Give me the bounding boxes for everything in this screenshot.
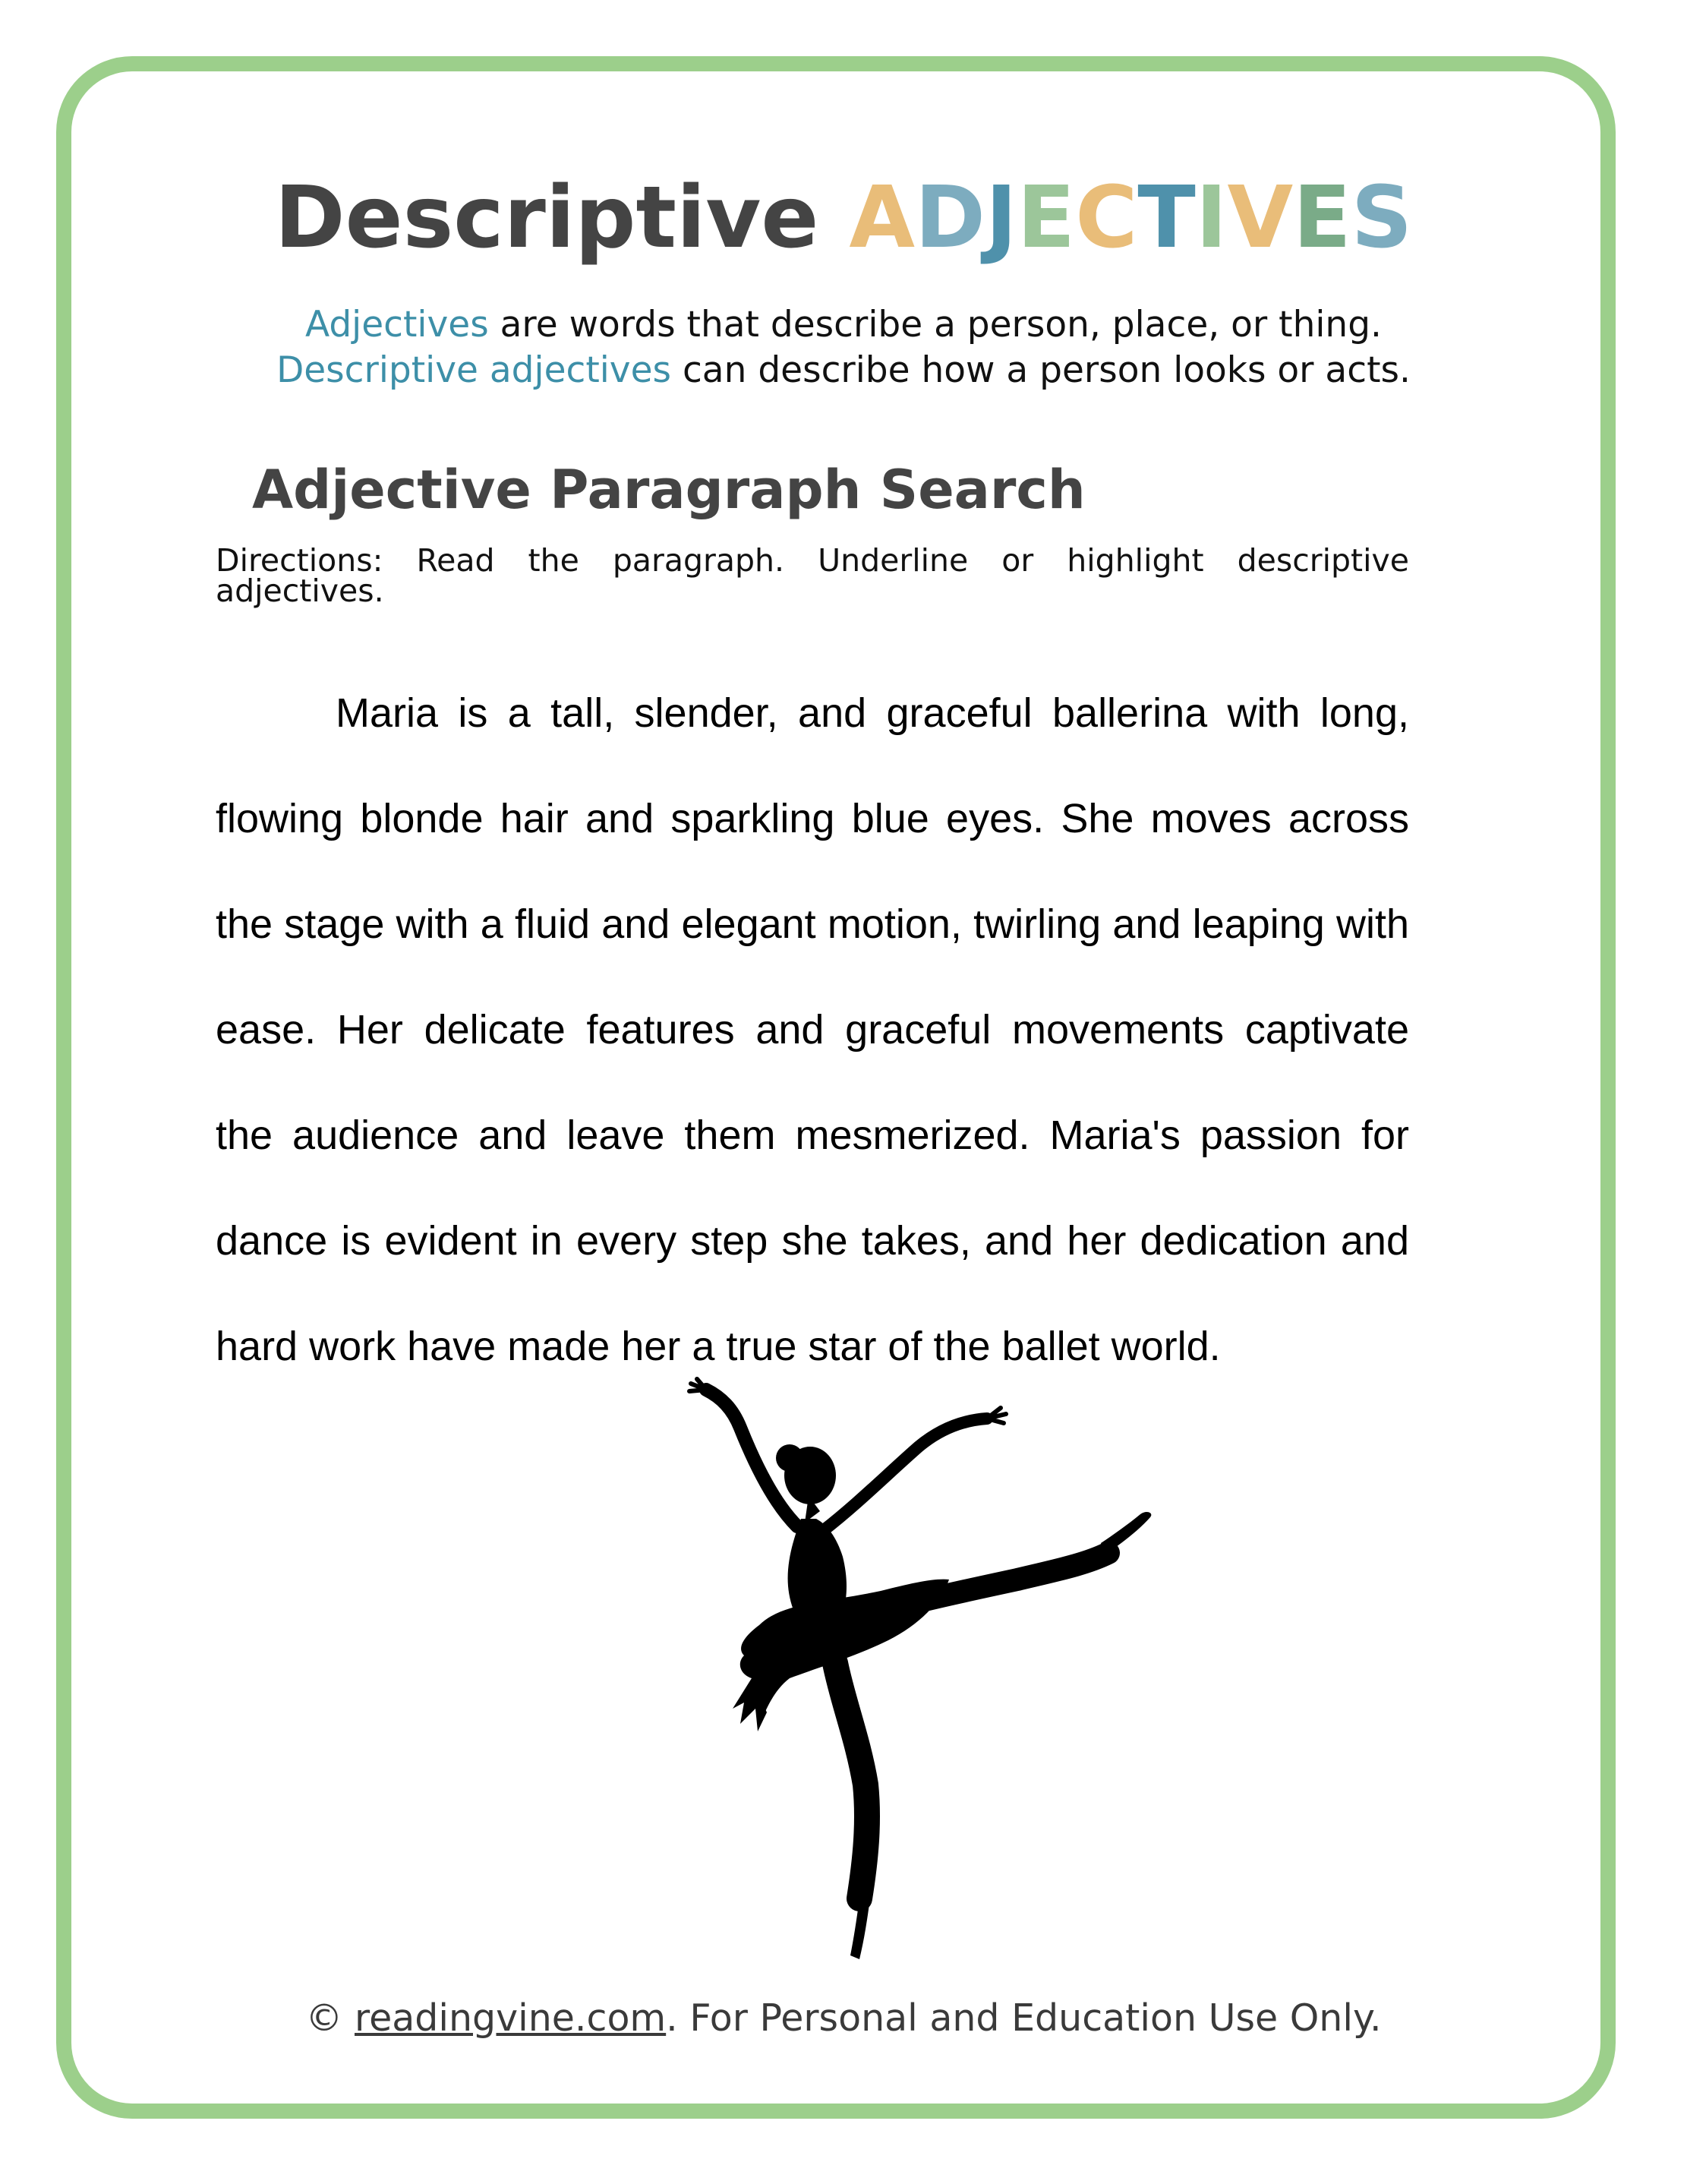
directions-text: Directions: Read the paragraph. Underline or highlight descriptive adjectives. [216, 542, 1409, 609]
title-letter-7: I [1195, 169, 1228, 267]
title-letter-8: V [1227, 169, 1294, 267]
reading-paragraph: Maria is a tall, slender, and graceful ballerina with long, flowing blonde hair and sparkling blue eyes. She moves across the stage with a fluid and elegant motion, twirling and leaping with ease. Her delicate features and graceful movements captivate the audience and leave them mesmerized. Maria's passion for dance is evident in every step she takes, and her dedication and hard work have made her a true star of the ballet world. [216, 690, 1409, 1369]
title-letter-2: D [915, 169, 985, 267]
title-letter-5: C [1075, 169, 1138, 267]
intro-definition [0, 302, 1687, 393]
readingvine-link[interactable]: readingvine.com [355, 1996, 667, 2040]
title-letter-3: J [985, 169, 1017, 267]
intro-line-1 [0, 302, 1687, 348]
footer-usage-text: . For Personal and Education Use Only. [666, 1996, 1382, 2040]
title-letter-9: E [1293, 169, 1351, 267]
title-letter-4: E [1017, 169, 1076, 267]
title-word-descriptive: Descriptive [274, 169, 819, 267]
section-heading: Adjective Paragraph Search [252, 459, 1086, 521]
title-word-adjectives [849, 169, 1412, 267]
copyright-symbol: © [305, 1996, 355, 2040]
title-letter-6: T [1137, 169, 1196, 267]
title-letter-1: A [849, 169, 916, 267]
ballerina-silhouette-icon [661, 1374, 1177, 1967]
intro-line-2-text: can describe how a person looks or acts. [671, 349, 1411, 391]
intro-term-adjectives: Adjectives [305, 304, 489, 346]
intro-line-1-text: are words that describe a person, place, or thing. [488, 304, 1382, 346]
intro-term-descriptive-adjectives: Descriptive adjectives [276, 349, 672, 391]
intro-line-2 [0, 348, 1687, 393]
title-letter-10: S [1351, 169, 1413, 267]
page-title [0, 169, 1687, 267]
footer-copyright [0, 1996, 1687, 2041]
